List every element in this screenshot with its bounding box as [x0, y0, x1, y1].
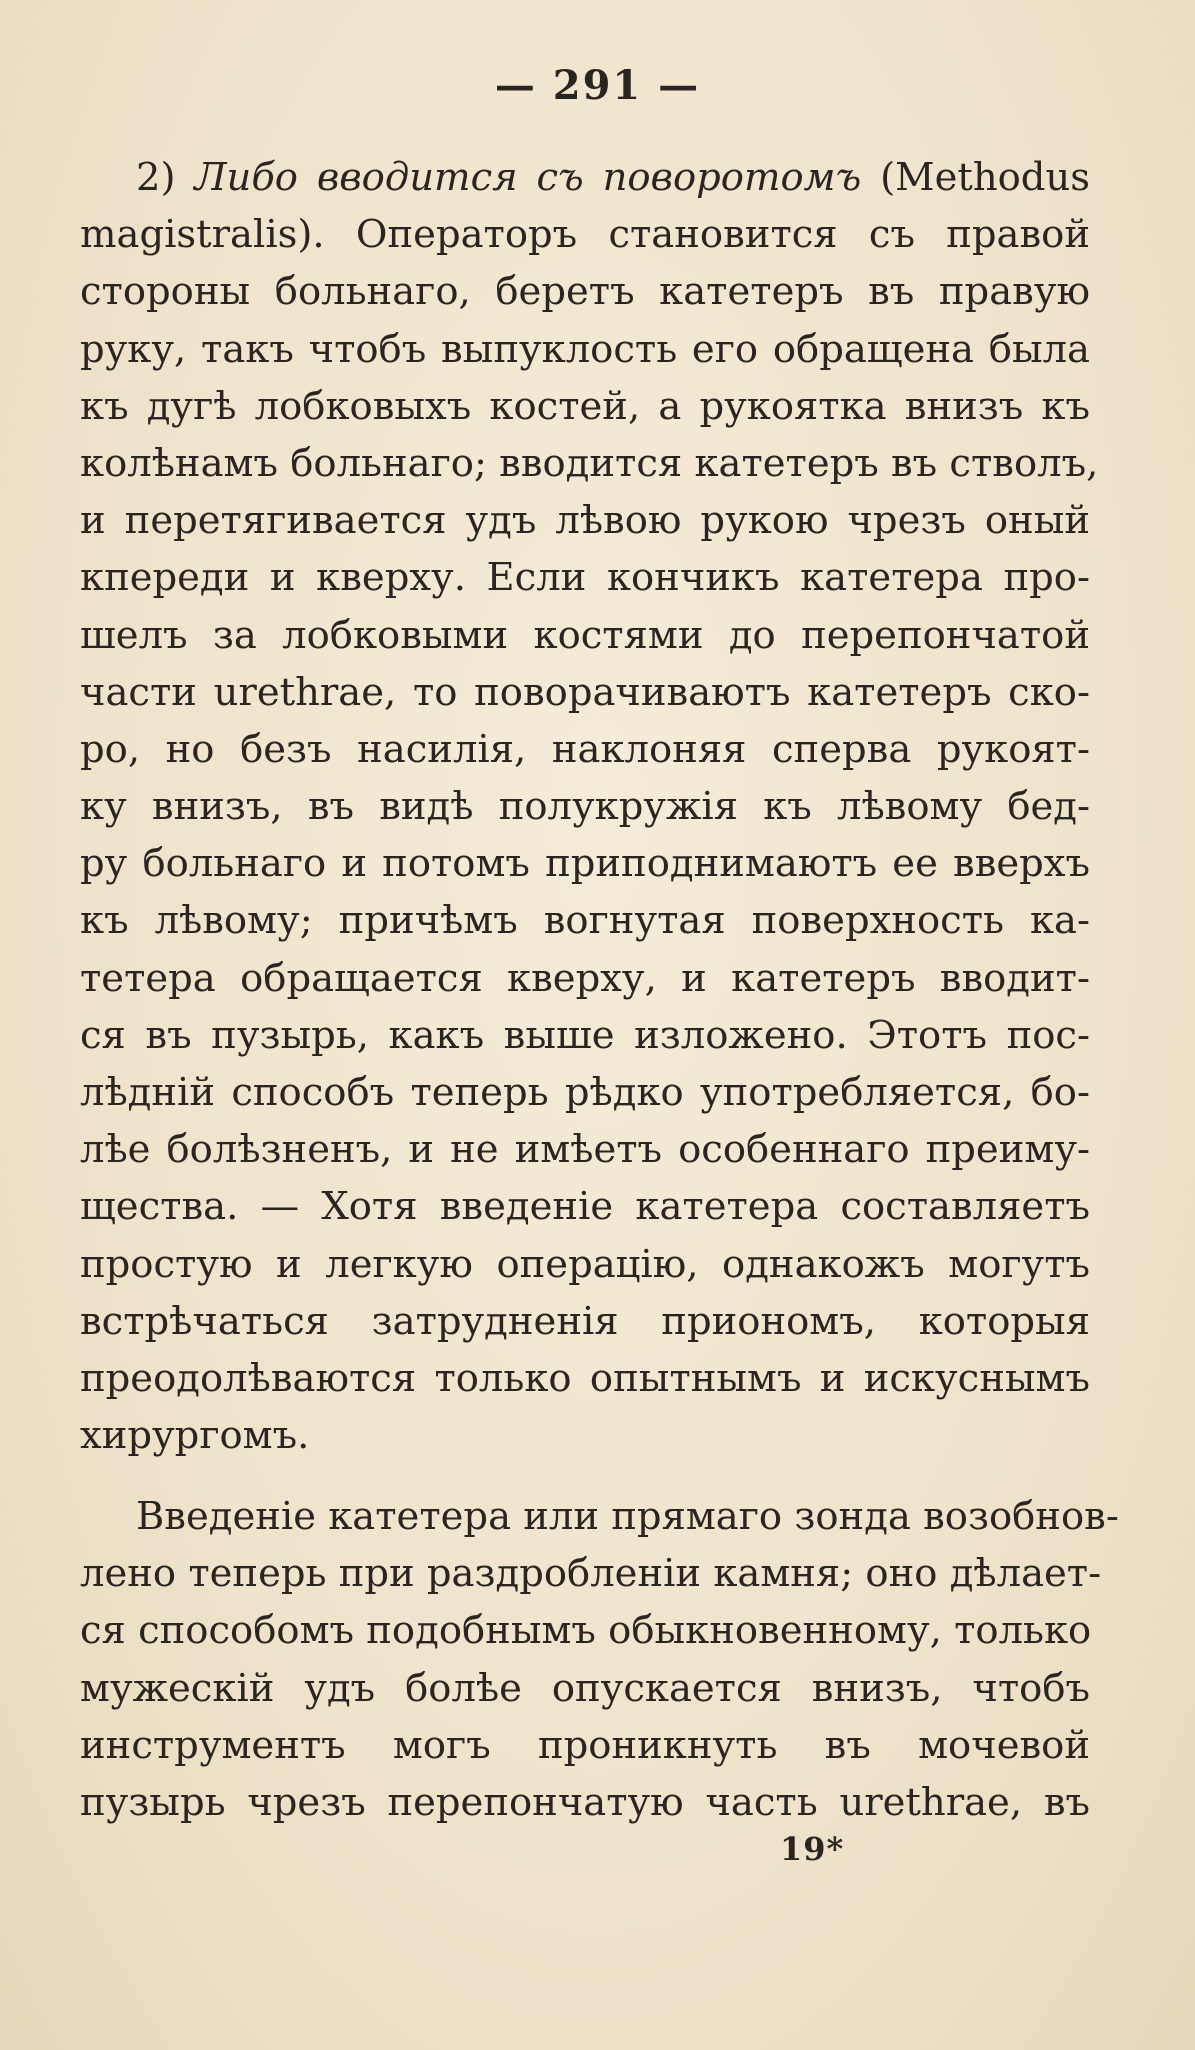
signature-mark: 19* — [780, 1830, 845, 1868]
paragraph-line: встрѣчаться затрудненія приономъ, которыя — [80, 1298, 1090, 1344]
paragraph-line: стороны больнаго, беретъ катетеръ въ правую — [80, 269, 1090, 315]
paragraph-line: щества. — Хотя введеніе катетера составляетъ — [80, 1184, 1090, 1230]
paragraph-line: пузырь чрезъ перепончатую часть urethrae, въ — [80, 1779, 1090, 1825]
paragraph-line: руку, такъ чтобъ выпуклость его обращена была — [80, 326, 1090, 372]
paragraph-line: къ дугѣ лобковыхъ костей, а рукоятка внизъ къ — [80, 383, 1090, 429]
paragraph-line: лѣе болѣзненъ, и не имѣетъ особеннаго преиму- — [80, 1127, 1090, 1173]
paragraph-line: преодолѣваются только опытнымъ и искуснымъ — [80, 1355, 1090, 1401]
paragraph-line: ся въ пузырь, какъ выше изложено. Этотъ пос- — [80, 1012, 1090, 1058]
latin-term: (Methodus — [861, 155, 1090, 200]
paragraph-line: части urethrae, то поворачиваютъ катетеръ ско- — [80, 669, 1090, 715]
line-lead: 2) — [136, 155, 195, 200]
paragraph-line: ру больнаго и потомъ приподнимаютъ ее вверхъ — [80, 841, 1090, 887]
paragraph-2 — [80, 1488, 1119, 1831]
paragraph-line: magistralis). Операторъ становится съ правой — [80, 212, 1090, 258]
paragraph-line: хирургомъ. — [80, 1413, 310, 1459]
paragraph-1 — [80, 149, 1099, 1464]
paragraph-line: лѣдній способъ теперь рѣдко употребляется, бо- — [80, 1070, 1090, 1115]
paragraph-line: инструментъ могъ проникнуть въ мочевой — [80, 1722, 1090, 1768]
paragraph-line: мужескій удъ болѣе опускается внизъ, чтобъ — [80, 1665, 1090, 1711]
italic-phrase: Либо вводится съ поворотомъ — [194, 155, 862, 200]
paragraph-line — [80, 149, 1090, 206]
paragraph-line: ку внизъ, въ видѣ полукружія къ лѣвому бед- — [80, 784, 1090, 830]
paragraph-line: кпереди и кверху. Если кончикъ катетера про- — [80, 555, 1090, 601]
paragraph-line: и перетягивается удъ лѣвою рукою чрезъ оный — [80, 498, 1090, 544]
paragraph-line: ро, но безъ насилія, наклоняя сперва рукоят- — [80, 726, 1090, 772]
paragraph-line: простую и легкую операцію, однакожъ могутъ — [80, 1241, 1090, 1287]
paragraph-line: лено теперь при раздробленіи камня; оно дѣлает- — [80, 1551, 1102, 1597]
paragraph-line: шелъ за лобковыми костями до перепончатой — [80, 612, 1090, 658]
paragraph-line: колѣнамъ больнаго; вводится катетеръ въ стволъ, — [80, 440, 1099, 486]
paragraph-line: ся способомъ подобнымъ обыкновенному, только — [80, 1608, 1092, 1654]
paragraph-line: Введеніе катетера или прямаго зонда возобнов- — [136, 1494, 1119, 1539]
paragraph-line: къ лѣвому; причѣмъ вогнутая поверхность ка- — [80, 898, 1090, 944]
paragraph-line: тетера обращается кверху, и катетеръ вводит- — [80, 955, 1090, 1001]
page-number: — 291 — — [494, 62, 701, 109]
